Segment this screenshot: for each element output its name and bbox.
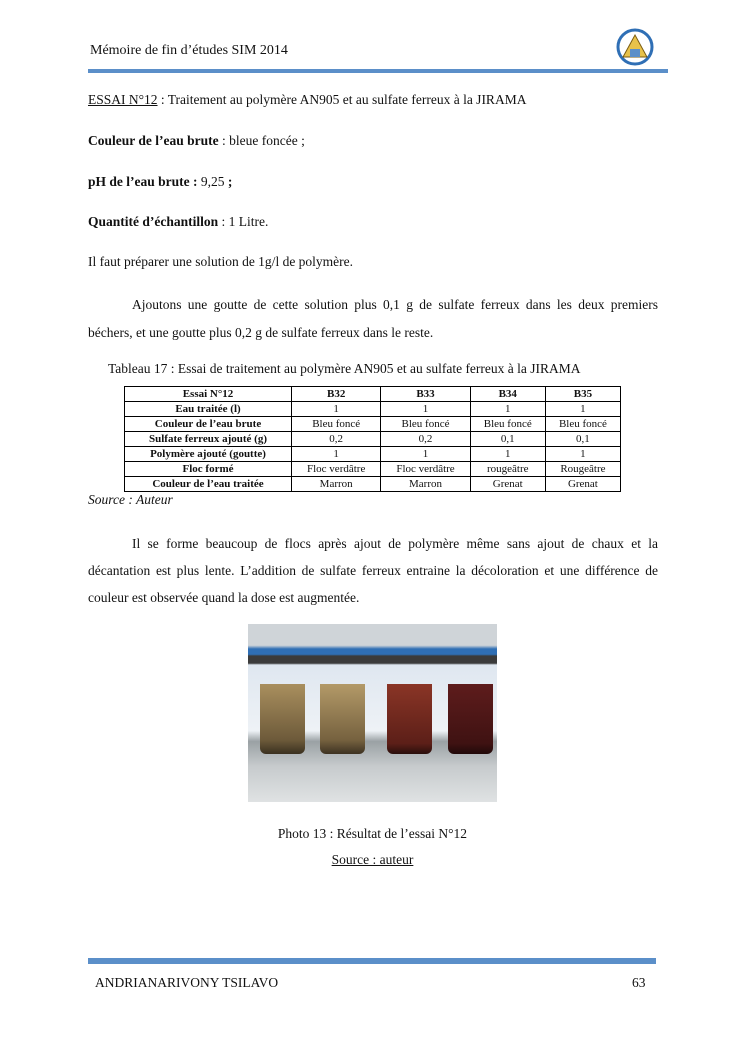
table-cell: Bleu foncé [470, 417, 545, 432]
beaker-b33 [320, 684, 365, 754]
table-row [125, 447, 621, 462]
table-cell: Marron [292, 477, 381, 492]
row-label: Couleur de l’eau traitée [125, 477, 292, 492]
ph-value: 9,25 [197, 174, 228, 189]
header-divider [88, 69, 668, 73]
table-cell: Bleu foncé [381, 417, 470, 432]
table-cell: 1 [470, 402, 545, 417]
table-row [125, 402, 621, 417]
table-cell: 1 [545, 447, 620, 462]
table-cell: Grenat [545, 477, 620, 492]
table-cell: Floc verdâtre [381, 462, 470, 477]
paragraph-1: Il faut préparer une solution de 1g/l de polymère. [88, 254, 354, 269]
table-row [125, 477, 621, 492]
table-cell: Bleu foncé [545, 417, 620, 432]
table-caption: Tableau 17 : Essai de traitement au polymère AN905 et au sulfate ferreux à la JIRAMA [108, 361, 581, 376]
couleur-line [88, 131, 658, 151]
page-number: 63 [632, 975, 646, 990]
photo-caption: Photo 13 : Résultat de l’essai N°12 [277, 826, 468, 841]
table-cell: 1 [470, 447, 545, 462]
table-cell: 0,2 [381, 432, 470, 447]
ph-line [88, 172, 658, 192]
paragraph-3: Il se forme beaucoup de flocs après ajout de polymère même sans ajout de chaux et la décantation est plus lente. L’addition de sulfate ferreux entraine la décoloration et une différence de couleur est observée quand la dose est augmentée. [88, 536, 658, 605]
row-label: Couleur de l’eau brute [125, 417, 292, 432]
table-header-cell: B33 [381, 387, 470, 402]
couleur-value: : bleue foncée ; [218, 133, 305, 148]
row-label: Sulfate ferreux ajouté (g) [125, 432, 292, 447]
photo-source: Source : auteur [331, 852, 414, 867]
table-cell: 1 [545, 402, 620, 417]
essai-heading [88, 90, 658, 110]
row-label: Polymère ajouté (goutte) [125, 447, 292, 462]
table-cell: rougeâtre [470, 462, 545, 477]
beakers-photo [248, 624, 497, 802]
ph-suffix: ; [227, 174, 233, 189]
table-header-cell: B34 [470, 387, 545, 402]
couleur-label: Couleur de l’eau brute [88, 133, 219, 148]
table-cell: 0,1 [470, 432, 545, 447]
essai-label: ESSAI N°12 [88, 92, 158, 107]
quantite-line [88, 212, 658, 232]
row-label: Floc formé [125, 462, 292, 477]
table-cell: 1 [292, 402, 381, 417]
table-cell: 0,2 [292, 432, 381, 447]
beaker-b34 [387, 684, 432, 754]
table-header-cell: B32 [292, 387, 381, 402]
table-header-cell: Essai N°12 [125, 387, 292, 402]
table-header-row [125, 387, 621, 402]
paragraph-2: Ajoutons une goutte de cette solution plus 0,1 g de sulfate ferreux dans les deux premiers béchers, et une goutte plus 0,2 g de sulfate ferreux dans le reste. [88, 297, 658, 340]
table-cell: 0,1 [545, 432, 620, 447]
beaker-b35 [448, 684, 493, 754]
table-cell: Bleu foncé [292, 417, 381, 432]
footer-author: ANDRIANARIVONY TSILAVO [95, 975, 279, 990]
table-cell: Grenat [470, 477, 545, 492]
table-cell: 1 [381, 447, 470, 462]
ph-label: pH de l’eau brute : [88, 174, 198, 189]
table-header-cell: B35 [545, 387, 620, 402]
table-row [125, 432, 621, 447]
institution-logo [615, 27, 655, 67]
quantite-value: : 1 Litre. [218, 214, 269, 229]
table-row [125, 417, 621, 432]
beaker-b32 [260, 684, 305, 754]
table-cell: 1 [381, 402, 470, 417]
results-table [124, 386, 621, 492]
table-cell: Marron [381, 477, 470, 492]
table-row [125, 462, 621, 477]
table-source: Source : Auteur [88, 492, 173, 507]
header-title: Mémoire de fin d’études SIM 2014 [90, 43, 288, 58]
essai-text: : Traitement au polymère AN905 et au sulfate ferreux à la JIRAMA [157, 92, 527, 107]
row-label: Eau traitée (l) [125, 402, 292, 417]
table-cell: Floc verdâtre [292, 462, 381, 477]
quantite-label: Quantité d’échantillon [88, 214, 219, 229]
footer-divider [88, 958, 656, 964]
table-cell: Rougeâtre [545, 462, 620, 477]
table-cell: 1 [292, 447, 381, 462]
